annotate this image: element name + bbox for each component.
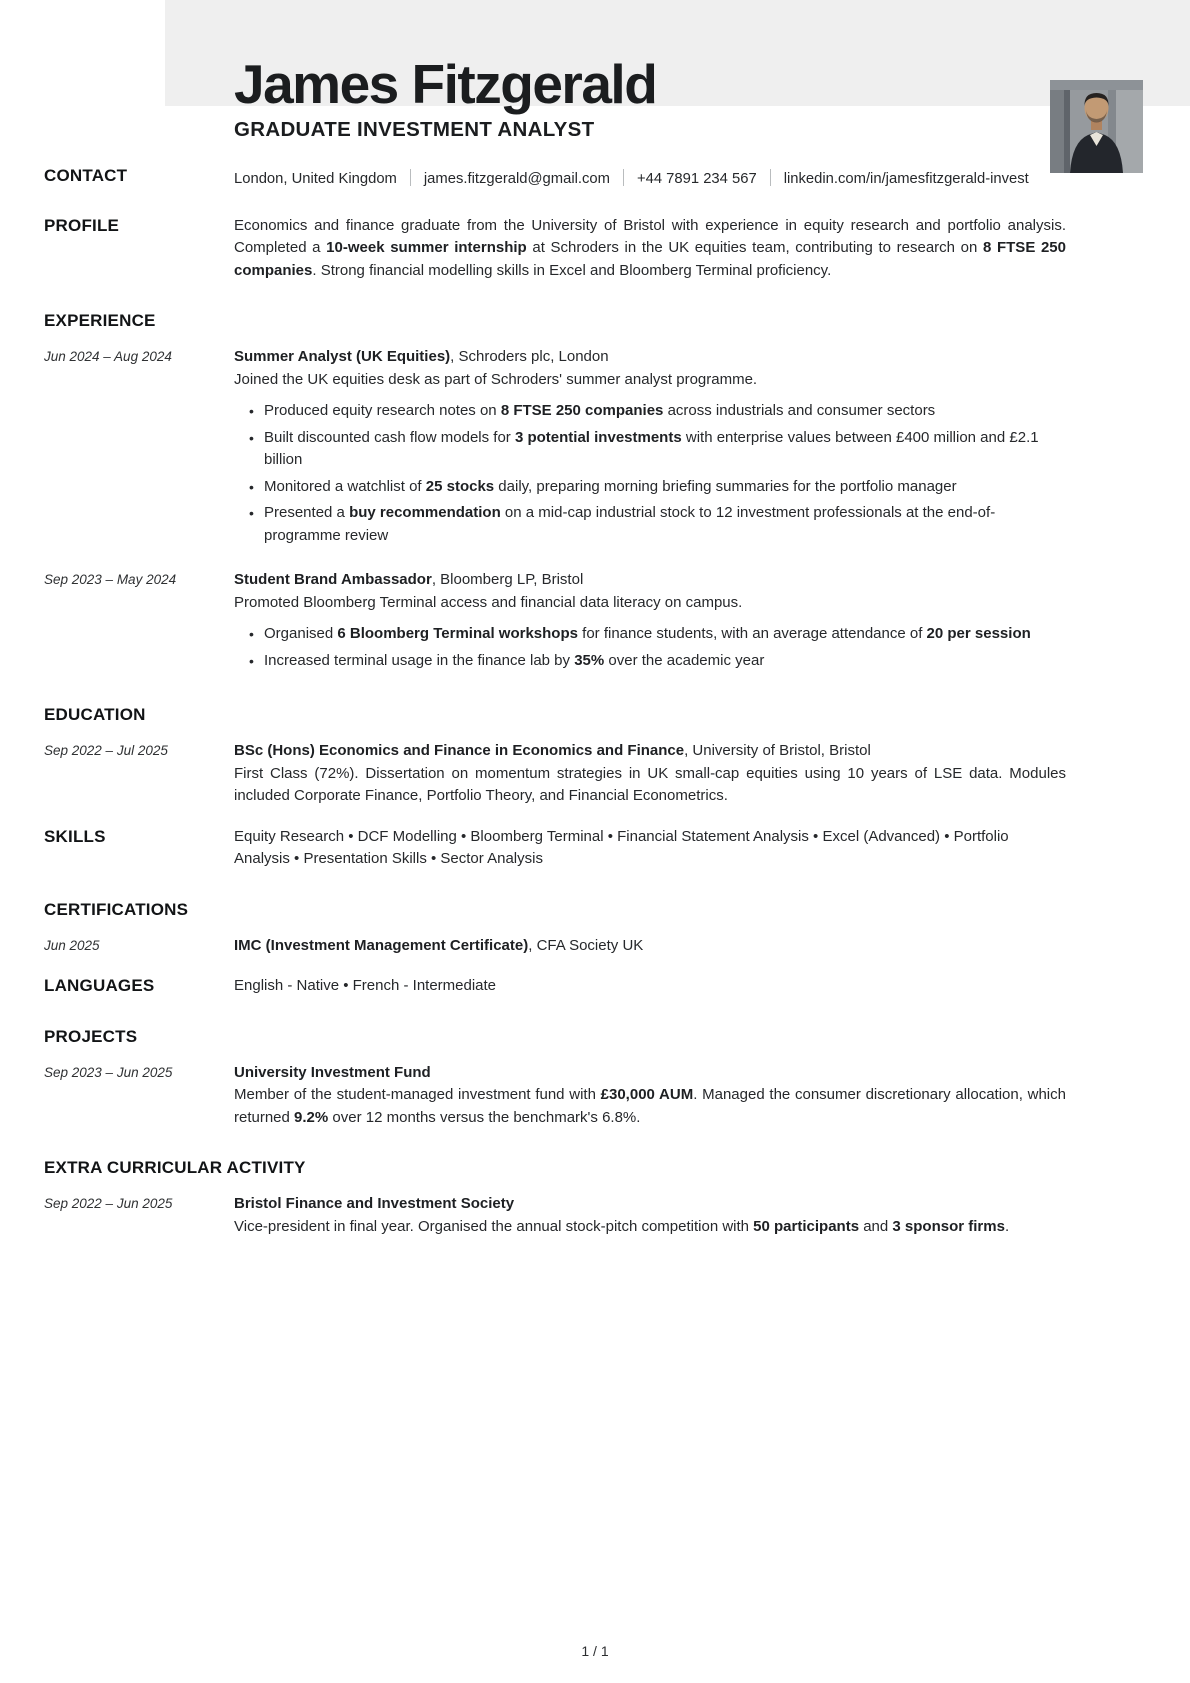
experience-entry-body [234, 346, 1066, 551]
experience-entry [44, 346, 1066, 551]
contact-location: London, United Kingdom [234, 171, 397, 188]
certification-entry [44, 935, 1066, 958]
extra-curricular-entry [44, 1193, 1066, 1238]
experience-entry [44, 569, 1066, 676]
resume-body [0, 142, 1190, 1238]
contact-label: CONTACT [44, 166, 128, 186]
contact-phone: +44 7891 234 567 [636, 171, 757, 188]
certification-title: IMC (Investment Management Certificate), CFA Society UK [234, 936, 644, 954]
extra-curricular-title: Bristol Finance and Investment Society [234, 1195, 515, 1213]
bullet-item: • Increased terminal usage in the finance lab by 35% over the academic year [234, 650, 1066, 673]
languages-section [44, 975, 1066, 998]
project-description: Member of the student-managed investment fund with £30,000 AUM. Managed the consumer discretionary allocation, which returned 9.2% over 12 months versus the benchmark's 6.8%. [234, 1086, 1066, 1126]
contact-divider [410, 169, 411, 186]
experience-label: EXPERIENCE [44, 311, 156, 331]
projects-label: PROJECTS [44, 1026, 138, 1046]
profile-text: Economics and finance graduate from the University of Bristol with experience in equity research and portfolio analysis. Completed a 10-week summer internship at Schroders in the UK equities team, contributing to research on 8 FTSE 250 companies. Strong financial modelling skills in Excel and Bloomberg Terminal proficiency. [234, 216, 1066, 279]
certification-dates: Jun 2025 [44, 937, 100, 953]
contact-divider [770, 169, 771, 186]
project-dates: Sep 2023 – Jun 2025 [44, 1064, 173, 1080]
extra-curricular-label: EXTRA CURRICULAR ACTIVITY [44, 1158, 306, 1178]
education-entry [44, 740, 1066, 808]
experience-title: Summer Analyst (UK Equities), Schroders plc, London [234, 348, 609, 366]
bullet-item: • Built discounted cash flow models for 3 potential investments with enterprise values between £400 million and £2.1 billion [234, 427, 1066, 472]
experience-title: Student Brand Ambassador, Bloomberg LP, Bristol [234, 571, 584, 589]
profile-photo [1050, 80, 1143, 173]
education-entry-body [234, 740, 1066, 808]
skills-section [44, 826, 1066, 871]
project-entry [44, 1062, 1066, 1130]
profile-label: PROFILE [44, 215, 120, 235]
project-entry-body [234, 1062, 1066, 1130]
contact-linkedin[interactable]: linkedin.com/in/jamesfitzgerald-invest [783, 171, 1029, 188]
experience-dates: Jun 2024 – Aug 2024 [44, 349, 172, 365]
skills-label: SKILLS [44, 826, 106, 846]
experience-dates: Sep 2023 – May 2024 [44, 572, 177, 588]
experience-subtitle: Joined the UK equities desk as part of Schroders' summer analyst programme. [234, 370, 758, 388]
experience-bullets [234, 623, 1066, 672]
education-description: First Class (72%). Dissertation on momentum strategies in UK small-cap equities using 10 years of LSE data. Modules included Corporate Finance, Portfolio Theory, and Financial Econometrics. [234, 764, 1066, 805]
project-title: University Investment Fund [234, 1063, 431, 1081]
education-dates: Sep 2022 – Jul 2025 [44, 743, 168, 759]
contact-line [234, 165, 1066, 191]
experience-entry-body [234, 569, 1066, 676]
languages-label: LANGUAGES [44, 976, 155, 996]
education-label: EDUCATION [44, 705, 146, 725]
bullet-item: • Organised 6 Bloomberg Terminal workshops for finance students, with an average attendance of 20 per session [234, 623, 1066, 646]
bullet-item: • Monitored a watchlist of 25 stocks daily, preparing morning briefing summaries for the portfolio manager [234, 476, 1066, 499]
skills-text: Equity Research • DCF Modelling • Bloomberg Terminal • Financial Statement Analysis • Excel (Advanced) • Portfolio Analysis • Presentation Skills • Sector Analysis [234, 827, 1009, 868]
experience-subtitle: Promoted Bloomberg Terminal access and financial data literacy on campus. [234, 593, 743, 611]
profile-section [44, 215, 1066, 283]
certifications-label: CERTIFICATIONS [44, 899, 189, 919]
candidate-job-title: GRADUATE INVESTMENT ANALYST [234, 118, 595, 142]
extra-curricular-description: Vice-president in final year. Organised the annual stock-pitch competition with 50 participants and 3 sponsor firms. [234, 1217, 1010, 1235]
experience-bullets [234, 400, 1066, 547]
extra-curricular-entry-body [234, 1193, 1066, 1238]
education-title: BSc (Hons) Economics and Finance in Economics and Finance, University of Bristol, Bristol [234, 742, 871, 760]
bullet-item: • Produced equity research notes on 8 FTSE 250 companies across industrials and consumer sectors [234, 400, 1066, 423]
certification-entry-body [234, 935, 1066, 958]
resume-header [0, 0, 1190, 142]
languages-text: English - Native • French - Intermediate [234, 977, 497, 995]
candidate-name: James Fitzgerald [234, 53, 657, 115]
page-indicator: 1 / 1 [581, 1643, 609, 1659]
bullet-item: • Presented a buy recommendation on a mid-cap industrial stock to 12 investment professionals at the end-of-programme review [234, 502, 1066, 547]
extra-curricular-dates: Sep 2022 – Jun 2025 [44, 1196, 173, 1212]
contact-email[interactable]: james.fitzgerald@gmail.com [423, 171, 610, 188]
contact-section [44, 165, 1066, 191]
contact-divider [623, 169, 624, 186]
